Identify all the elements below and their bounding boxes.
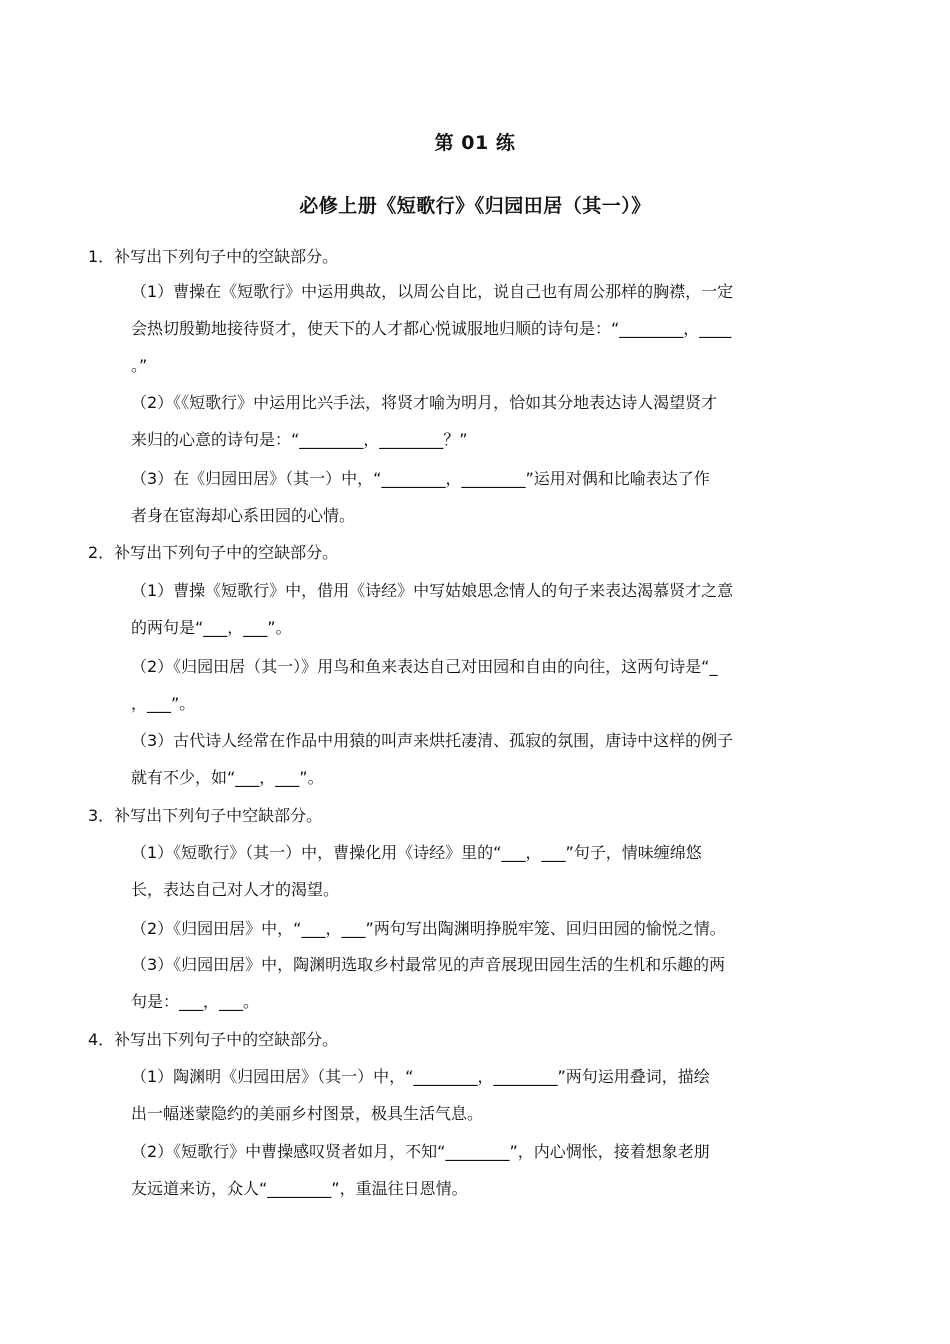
text-line: ，___”。 [131, 694, 196, 713]
question-1-item-3 [131, 460, 861, 534]
text-line: 来归的心意的诗句是：“________，________？” [131, 430, 468, 449]
question-1-stem: 1．补写出下列句子中的空缺部分。 [88, 247, 339, 266]
text-line: 友远道来访，众人“________”，重温往日恩情。 [131, 1179, 468, 1198]
question-4-item-2 [131, 1133, 861, 1207]
text-line: （3）在《归园田居》（其一）中，“________，________”运用对偶和比喻表达了作 [131, 469, 710, 488]
question-4-item-1 [131, 1058, 861, 1132]
text-line: （3）古代诗人经常在作品中用猿的叫声来烘托凄清、孤寂的氛围，唐诗中这样的例子 [131, 731, 734, 750]
text-line: （1）陶渊明《归园田居》（其一）中，“________，________”两句运用叠词，描绘 [131, 1067, 710, 1086]
question-4-stem: 4．补写出下列句子中的空缺部分。 [88, 1030, 339, 1049]
text-line: （2）《短歌行》中曹操感叹贤者如月，不知“________”，内心惆怅，接着想象老朋 [131, 1142, 710, 1161]
text-line: 长，表达自己对人才的渴望。 [131, 880, 340, 899]
text-line: 者身在宦海却心系田园的心情。 [131, 506, 356, 525]
question-3-item-2 [131, 910, 861, 947]
text-line: （2）《归园田居（其一）》用鸟和鱼来表达自己对田园和自由的向往，这两句诗是“_ [131, 657, 718, 676]
text-line: （1）曹操在《短歌行》中运用典故，以周公自比，说自己也有周公那样的胸襟，一定 [131, 282, 734, 301]
text-line: （1）曹操《短歌行》中，借用《诗经》中写姑娘思念情人的句子来表达渴慕贤才之意 [131, 581, 734, 600]
text-line: （2）《归园田居》中，“___，___”两句写出陶渊明挣脱牢笼、回归田园的愉悦之情。 [131, 919, 726, 938]
question-1-item-1 [131, 273, 861, 384]
text-line: 就有不少，如“___，___”。 [131, 768, 324, 787]
text-line: （1）《短歌行》（其一）中，曹操化用《诗经》里的“___，___”句子，情味缠绵悠 [131, 843, 702, 862]
text-line: 的两句是“___，___”。 [131, 618, 292, 637]
text-line: （2）《《短歌行》中运用比兴手法，将贤才喻为明月，恰如其分地表达诗人渴望贤才 [131, 393, 718, 412]
question-2-item-3 [131, 722, 861, 796]
question-2-item-1 [131, 572, 861, 646]
text-line: 句是：___，___。 [131, 992, 260, 1011]
question-2-stem: 2．补写出下列句子中的空缺部分。 [88, 543, 339, 562]
text-line: 出一幅迷蒙隐约的美丽乡村图景，极具生活气息。 [131, 1104, 484, 1123]
text-line: 。” [131, 356, 148, 375]
question-2-item-2 [131, 648, 861, 722]
question-1-item-2 [131, 384, 861, 458]
text-line: （3）《归园田居》中，陶渊明选取乡村最常见的声音展现田园生活的生机和乐趣的两 [131, 955, 726, 974]
question-3-item-1 [131, 834, 861, 908]
question-3-stem: 3．补写出下列句子中空缺部分。 [88, 806, 323, 825]
page-subtitle: 必修上册《短歌行》《归园田居（其一）》 [299, 195, 651, 217]
text-line: 会热切殷勤地接待贤才，使天下的人才都心悦诚服地归顺的诗句是：“________，____ [131, 319, 732, 338]
question-3-item-3 [131, 946, 861, 1020]
page-title: 第 01 练 [434, 132, 516, 154]
